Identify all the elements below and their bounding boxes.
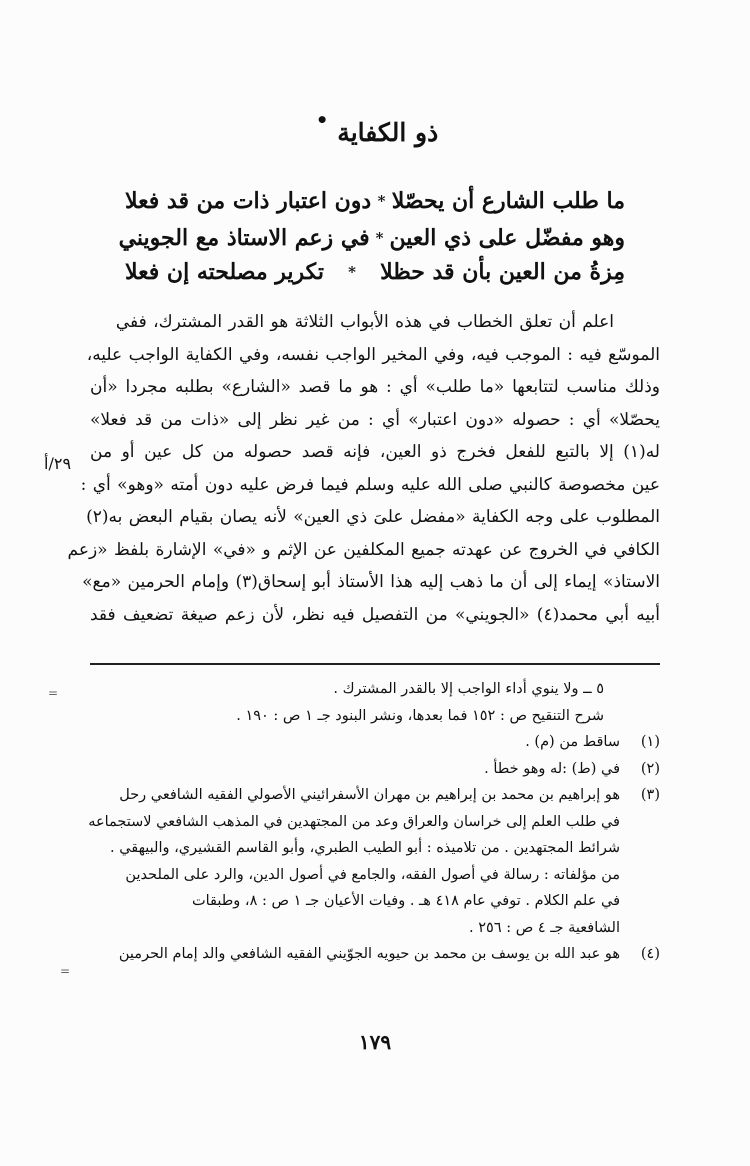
footnote-text: ٥ ــ ولا ينوي أداء الواجب إلا بالقدر المشترك . — [333, 681, 604, 697]
footnote-line — [80, 888, 660, 915]
footnote-line — [80, 941, 660, 968]
footnote-line — [80, 835, 660, 862]
footnotes-section — [80, 676, 660, 968]
title-text: ذو الكفاية — [337, 118, 439, 147]
body-paragraph — [67, 306, 661, 631]
footnote-number — [604, 703, 660, 730]
verse-line — [125, 185, 625, 217]
footnote-text: شرح التنقيح ص : ١٥٢ فما بعدها، ونشر البنود جـ ١ ص : ١٩٠ . — [236, 707, 604, 724]
footnote-text: هو عبد الله بن يوسف بن محمد بن حيويه الجوّيني الفقيه الشافعي والد إمام الحرمين — [118, 946, 620, 962]
footnote-line — [80, 862, 660, 889]
footnote-line — [80, 729, 660, 756]
footnote-number: (٢) — [640, 760, 660, 777]
footnote-text: الشافعية جـ ٤ ص : ٢٥٦ . — [469, 919, 620, 936]
verse-first-hemistich: وهو مفضّل على ذي العين — [389, 225, 625, 251]
body-line: له(١) إلا بالتبع للفعل فخرج ذو العين، فإنه قصد حصوله من كل عين أو من — [90, 442, 660, 462]
verse-line — [125, 256, 625, 288]
footnote-number: (٤) — [640, 946, 660, 962]
footnote-number: (٣) — [640, 787, 660, 803]
body-line: يحصّلا» أي : حصوله «دون اعتبار» أي : من غير نظر إلى «ذات من قد فعلا» — [90, 409, 660, 430]
footnote-text: ساقط من (م) . — [525, 734, 620, 750]
footnote-line — [80, 703, 660, 730]
body-line: المطلوب على وجه الكفاية «مفضل علىَ ذي العين» لأنه يصان بقيام البعض به(٢) — [86, 507, 660, 527]
body-line: الموسّع فيه : الموجب فيه، وفي المخير الواجب نفسه، وفي الكفاية الواجب عليه، — [86, 344, 660, 365]
footnote-text: في (ط) :له وهو خطأ . — [484, 760, 620, 777]
body-line: أبيه أبي محمد(٤) «الجويني» من التفصيل فيه نظر، لأن زعم صيغة تضعيف فقد — [90, 604, 661, 625]
footnote-line — [80, 809, 660, 836]
footnote-line — [80, 676, 660, 703]
verse-separator-icon: * — [348, 263, 356, 281]
footnote-text: في علم الكلام . توفي عام ٤١٨ هـ . وفيات الأعيان جـ ١ ص : ٨، وطبقات — [191, 893, 620, 909]
body-line: وذلك مناسب لتتابعها «ما طلب» أي : هو ما قصد «الشارع» بطلبه مجردا «أن — [90, 377, 660, 397]
verse-first-hemistich: مِزةُ من العين بأن قد حظلا — [380, 259, 625, 285]
body-line: اعلم أن تعلق الخطاب في هذه الأبواب الثلاثة هو القدر المشترك، ففي — [115, 312, 614, 332]
footnote-text: في طلب العلم إلى خراسان والعراق وعد من المجتهدين في المذهب الشافعي لاستجماعه — [88, 813, 620, 830]
body-line: الكافي في الخروج عن عهدته جميع المكلفين عن الإثم و «في» الإشارة بلفظ «زعم — [67, 539, 660, 560]
verse-second-hemistich: دون اعتبار ذات من قد فعلا — [125, 188, 372, 214]
verse-second-hemistich: تكرير مصلحته إن فعلا — [125, 259, 324, 285]
footnote-text: من مؤلفاته : رسالة في أصول الفقه، والجامع في أصول الدين، والرد على الملحدين — [125, 866, 620, 883]
footnote-text: هو إبراهيم بن محمد بن إبراهيم بن مهران الأسفرائيني الأصولي الفقيه الشافعي رحل — [119, 787, 620, 803]
verse-first-hemistich: ما طلب الشارع أن يحصّلا — [391, 188, 625, 214]
verse-separator-icon: * — [375, 229, 384, 247]
verse-line — [118, 222, 625, 254]
edge-mark-icon: = — [60, 964, 71, 978]
footnote-line — [80, 915, 660, 942]
footnote-line — [80, 782, 660, 809]
title-mark: • — [315, 108, 329, 132]
footnote-number: (١) — [640, 734, 660, 750]
body-line: الاستاذ» إيماء إلى أن ما ذهب إليه هذا الأستاذ أبو إسحاق(٣) وإمام الحرمين «مع» — [82, 572, 660, 592]
page-number: ١٧٩ — [358, 1030, 392, 1054]
edge-mark-icon: = — [48, 686, 59, 700]
verse-second-hemistich: في زعم الاستاذ مع الجويني — [118, 225, 370, 251]
margin-folio-note: ٢٩/أ — [44, 454, 72, 473]
footnote-divider — [90, 663, 660, 665]
body-line: عين مخصوصة كالنبي صلى الله عليه وسلم فيما فرض عليه دون أمته «وهو» أي : — [80, 474, 660, 495]
chapter-title — [0, 108, 750, 147]
footnote-line — [80, 756, 660, 783]
verse-separator-icon: * — [377, 192, 386, 210]
footnote-number — [604, 676, 660, 703]
footnote-text: شرائط المجتهدين . من تلاميذه : أبو الطيب الطبري، وأبو القاسم القشيري، والبيهقي . — [109, 840, 620, 856]
